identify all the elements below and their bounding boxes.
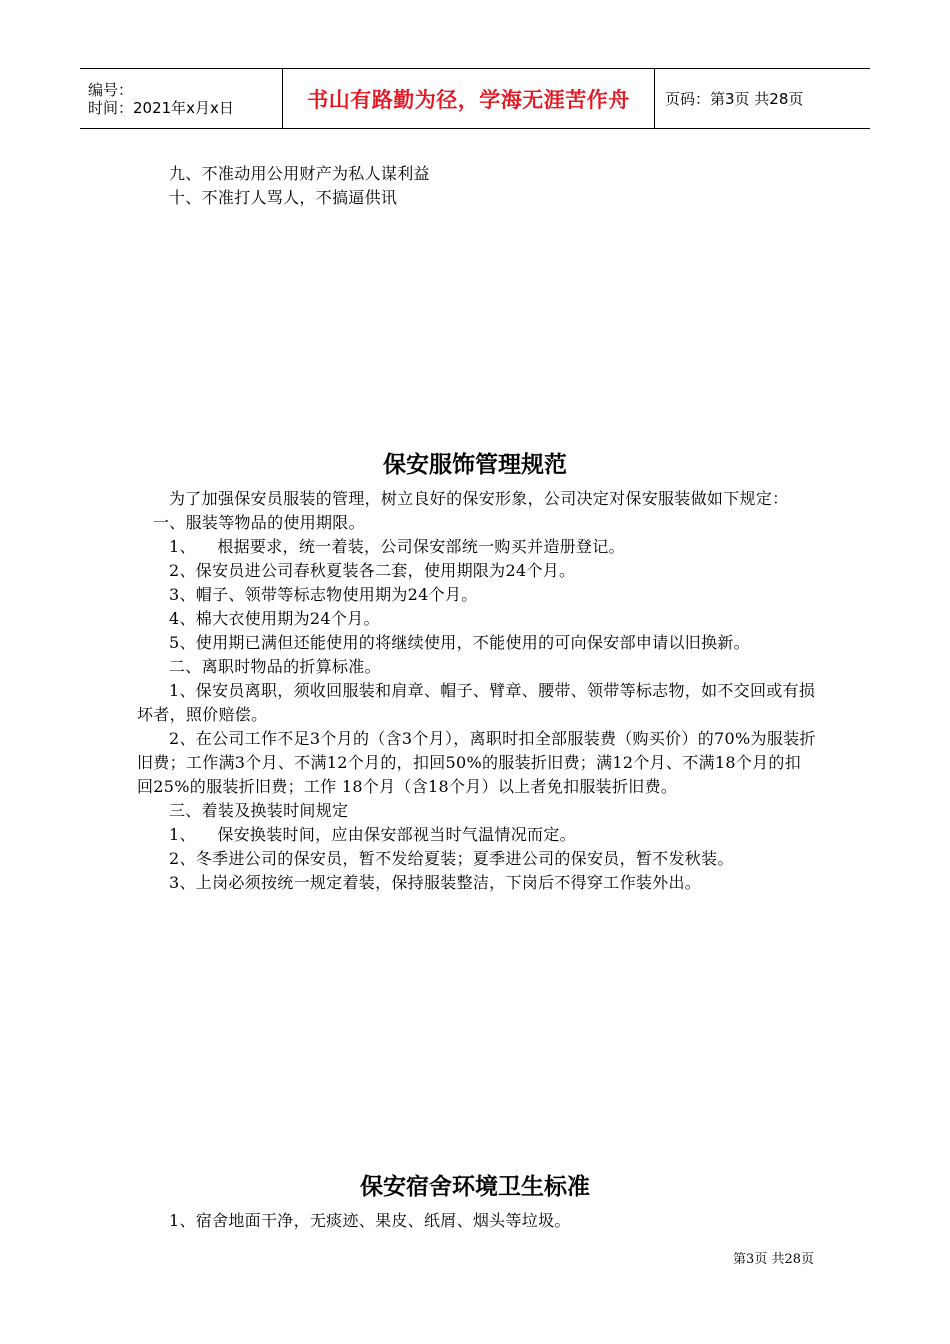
header-motto: 书山有路勤为径，学海无涯苦作舟 <box>282 69 655 128</box>
page-footer: 第3页 共28页 <box>733 1252 814 1267</box>
paragraph: 2、冬季进公司的保安员，暂不发给夏装；夏季进公司的保安员，暂不发秋装。 <box>169 849 734 868</box>
paragraph: 三、着装及换装时间规定 <box>169 801 349 820</box>
time-label: 时间：2021年x月x日 <box>88 98 234 117</box>
header-meta <box>80 69 282 128</box>
paragraph: 3、帽子、领带等标志物使用期为24个月。 <box>169 585 478 604</box>
paragraph: 1、 根据要求，统一着装，公司保安部统一购买并造册登记。 <box>169 537 625 556</box>
paragraph: 二、离职时物品的折算标准。 <box>169 657 381 676</box>
paragraph: 1、 保安换装时间，应由保安部视当时气温情况而定。 <box>169 825 576 844</box>
serial-label: 编号： <box>88 80 134 99</box>
paragraph: 一、服装等物品的使用期限。 <box>153 513 365 532</box>
section-title: 保安宿舍环境卫生标准 <box>360 1174 590 1200</box>
section1-body <box>137 487 817 895</box>
section2-body <box>137 1209 817 1233</box>
paragraph: 1、保安员离职，须收回服装和肩章、帽子、臂章、腰带、领带等标志物，如不交回或有损坏者，照价赔偿。 <box>137 681 816 724</box>
paragraph: 1、宿舍地面干净，无痰迹、果皮、纸屑、烟头等垃圾。 <box>169 1211 571 1230</box>
list-item: 十、不准打人骂人，不搞逼供讯 <box>169 188 398 207</box>
section-title: 保安服饰管理规范 <box>383 452 567 478</box>
paragraph: 2、保安员进公司春秋夏装各二套，使用期限为24个月。 <box>169 561 576 580</box>
paragraph: 为了加强保安员服装的管理，树立良好的保安形象，公司决定对保安服装做如下规定： <box>169 489 789 508</box>
list-item: 九、不准动用公用财产为私人谋利益 <box>169 164 430 183</box>
header-page-label: 页码：第3页 共28页 <box>665 90 804 108</box>
top-items <box>137 162 817 210</box>
document-header <box>80 68 870 129</box>
paragraph: 4、棉大衣使用期为24个月。 <box>169 609 380 628</box>
paragraph: 2、在公司工作不足3个月的（含3个月），离职时扣全部服装费（购买价）的70%为服装折旧费；工作满3个月、不满12个月的，扣回50%的服装折旧费；满12个月、不满18个月的扣回25%的服装折旧费；工作 18个月（含18个月）以上者免扣服装折旧费。 <box>137 729 816 796</box>
paragraph: 5、使用期已满但还能使用的将继续使用，不能使用的可向保安部申请以旧换新。 <box>169 633 750 652</box>
paragraph: 3、上岗必须按统一规定着装，保持服装整洁，下岗后不得穿工作装外出。 <box>169 873 702 892</box>
